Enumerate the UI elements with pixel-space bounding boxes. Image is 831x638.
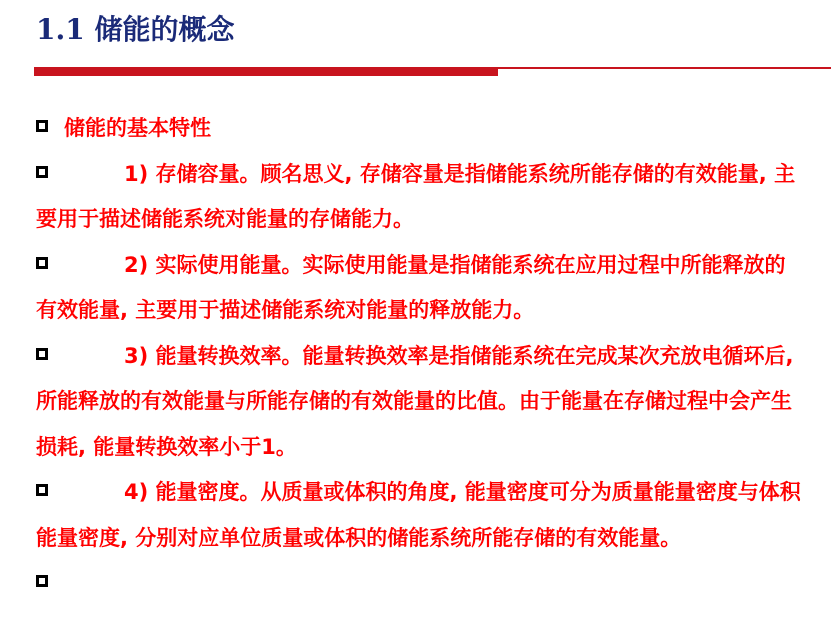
- paragraph-text: 储能的基本特性: [64, 116, 211, 140]
- paragraph-1: [36, 106, 806, 152]
- paragraph-text: 2) 实际使用能量。实际使用能量是指储能系统在应用过程中所能释放的有效能量, 主要用于描述储能系统对能量的释放能力。: [36, 252, 786, 322]
- content-body: [36, 106, 806, 607]
- square-bullet-icon: [36, 575, 48, 587]
- square-bullet-icon: [36, 166, 48, 178]
- title-underline-rule: [498, 67, 831, 69]
- square-bullet-icon: [36, 257, 48, 269]
- square-bullet-icon: [36, 348, 48, 360]
- paragraph-5: [36, 470, 806, 561]
- square-bullet-icon: [36, 120, 48, 132]
- paragraph-6: [36, 561, 806, 607]
- square-bullet-icon: [36, 484, 48, 496]
- paragraph-text: 3) 能量转换效率。能量转换效率是指储能系统在完成某次充放电循环后, 所能释放的有效能量与所能存储的有效能量的比值。由于能量在存储过程中会产生损耗, 能量转换效率小于1。: [36, 343, 794, 459]
- title-underline-bar: [34, 67, 498, 76]
- paragraph-text: 1) 存储容量。顾名思义, 存储容量是指储能系统所能存储的有效能量, 主要用于描述储能系统对能量的存储能力。: [36, 161, 796, 231]
- paragraph-3: [36, 243, 806, 334]
- paragraph-4: [36, 334, 806, 471]
- page-title: 1.1 储能的概念: [36, 13, 235, 46]
- paragraph-text: 4) 能量密度。从质量或体积的角度, 能量密度可分为质量能量密度与体积能量密度, 分别对应单位质量或体积的储能系统所能存储的有效能量。: [36, 480, 801, 550]
- paragraph-2: [36, 152, 806, 243]
